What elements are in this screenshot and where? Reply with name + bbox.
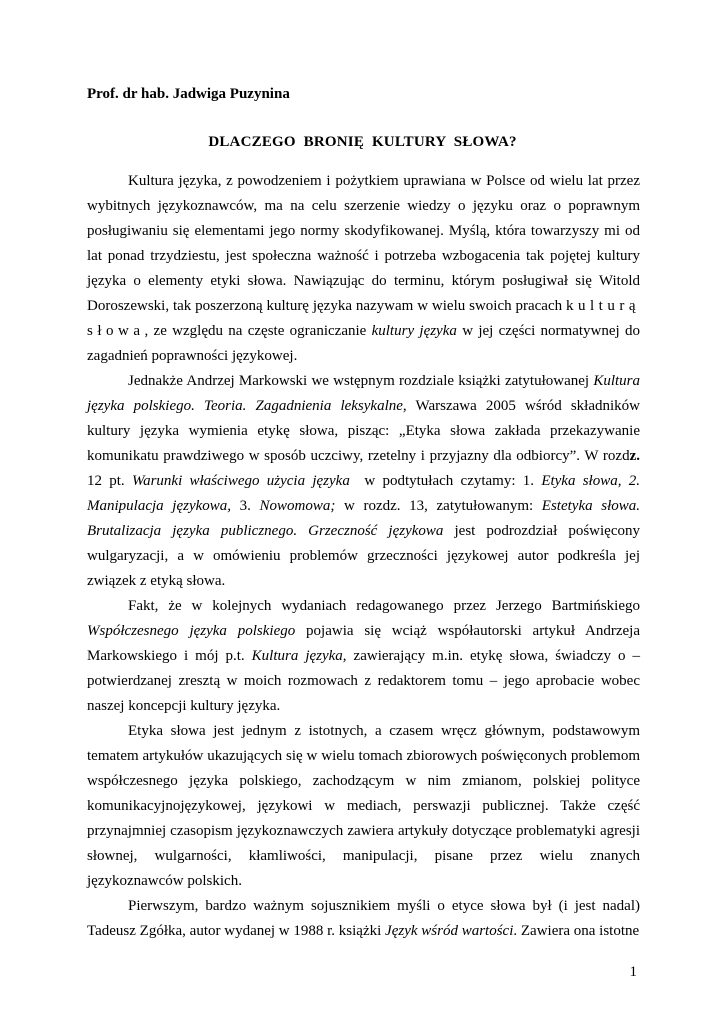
text-run: 12 pt. (87, 473, 132, 489)
text-run: w podtytułach czytamy: 1. (349, 473, 542, 489)
document-title: DLACZEGO BRONIĘ KULTURY SŁOWA? (208, 134, 517, 150)
paragraph-2 (87, 369, 640, 594)
text-run: Kultura języka, z powodzeniem i pożytkiem uprawiana w Polsce od wielu lat przez wybitnych językoznawców, ma na celu szerzenie wiedzy o języku oraz o poprawnym posługiwaniu się elementami jego normy skodyfikowanej. Myślą, która towarzyszy mi od lat ponad trzydziestu, jest społeczna ważność i potrzeba wzbogacenia tak pojętej kultury języka o elementy etyki słowa. Nawiązując do terminu, którym posługiwał się Witold Doroszewski, tak poszerzoną kulturę języka nazywam w wielu swoich pracach (87, 173, 640, 314)
text-run: pojawia się wciąż współautorski artykuł Andrzeja Markowskiego i mój p.t. (87, 623, 640, 664)
text-run: w rozdz. 13, zatytułowanym: (335, 498, 542, 514)
page-number: 1 (629, 964, 637, 980)
author-line: Prof. dr hab. Jadwiga Puzynina (87, 86, 290, 102)
italic-subtitle: Nowomowa; (259, 498, 336, 514)
italic-article-title: Kultura języka, (251, 648, 347, 664)
paragraph-5 (87, 894, 640, 944)
text-run: Jednakże Andrzej Markowski we wstępnym rozdziale książki zatytułowanej (128, 373, 594, 389)
text-run: w jej części normatywnej do zagadnień poprawności językowej. (87, 323, 641, 364)
bold-text: z. (629, 448, 640, 464)
paragraph-3 (87, 594, 640, 719)
spaced-term: kulturą słowa (87, 298, 640, 339)
italic-book-title: Język wśród wartości (385, 923, 514, 939)
italic-chapter-title: Warunki właściwego użycia języka (131, 473, 350, 489)
paragraph-1 (87, 169, 640, 369)
text-run: , ze względu na częste ograniczanie (144, 323, 372, 339)
italic-subtitles: Etyka słowa, 2. Manipulacja językowa, (87, 473, 640, 514)
text-run: Pierwszym, bardzo ważnym sojusznikiem myśli o etyce słowa był (i jest nadal) Tadeusz Zgółka, autor wydanej w 1988 r. książki (87, 898, 640, 939)
italic-chapter-title: Estetyka słowa. Brutalizacja języka publicznego. Grzeczność językowa (87, 498, 640, 539)
paragraph-4: Etyka słowa jest jednym z istotnych, a czasem wręcz głównym, podstawowym tematem artykułów ukazujących się w wielu tomach zbiorowych poświęconych problemom współczesnego języka polskiego, zachodzącym w nim zmianom, polskiej polityce komunikacyjnojęzykowej, językowi w mediach, perswazji publicznej. Także część przynajmniej czasopism językoznawczych zawiera artykuły dotyczące problematyki agresji słownej, wulgarności, kłamliwości, manipulacji, pisane przez wielu znanych językoznawców polskich. (87, 723, 640, 889)
text-run: jest podrozdział poświęcony wulgaryzacji, a w omówieniu problemów grzeczności językowej autor podkreśla jej związek z etyką słowa. (87, 523, 640, 589)
text-run: , Warszawa 2005 wśród składników kultury języka wymienia etykę słowa, pisząc: „Etyka słowa zakłada przekazywanie komunikatu prawdziwego w sposób uczciwy, rzetelny i przyjazny dla odbiorcy”. W rozd (87, 398, 641, 464)
italic-book-title: Kultura języka polskiego. Teoria. Zagadnienia leksykalne (87, 373, 640, 414)
document-body (87, 169, 640, 944)
text-run: 3. (231, 498, 260, 514)
italic-book-title: Współczesnego języka polskiego (87, 623, 296, 639)
text-run: Fakt, że w kolejnych wydaniach redagowanego przez Jerzego Bartmińskiego (128, 598, 640, 614)
text-run: . Zawiera ona istotne (513, 923, 640, 939)
text-run: zawierający m.in. etykę słowa, świadczy o – potwierdzanej zresztą w moich rozmowach z redaktorem tomu – jego aprobacie wobec naszej koncepcji kultury języka. (87, 648, 641, 714)
italic-term: kultury języka (371, 323, 457, 339)
